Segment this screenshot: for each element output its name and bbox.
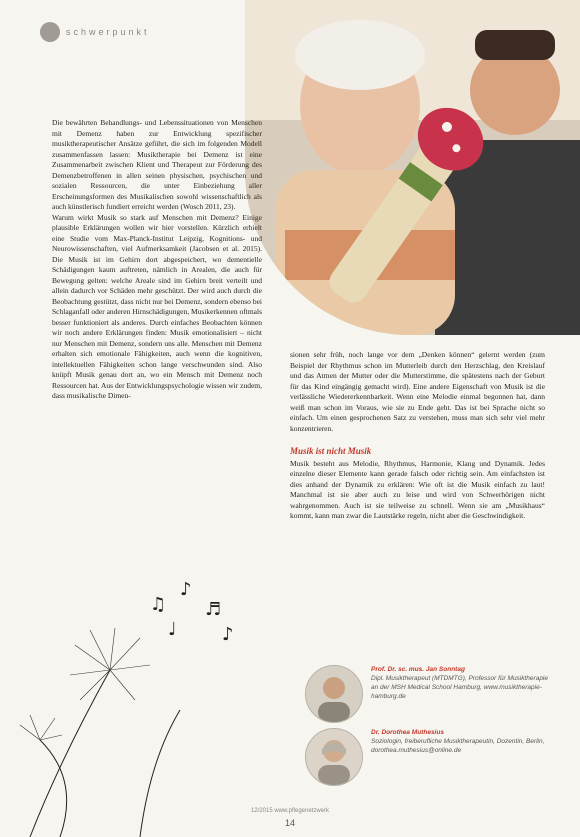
avatar — [305, 665, 363, 723]
svg-text:♪: ♪ — [180, 579, 192, 600]
author-card — [305, 665, 555, 723]
author-info — [371, 665, 555, 701]
author-name: Prof. Dr. sc. mus. Jan Sonntag — [371, 666, 465, 673]
page-number: 14 — [284, 818, 295, 828]
author-name: Dr. Dorothea Muthesius — [371, 729, 444, 736]
svg-text:♩: ♩ — [168, 619, 177, 640]
text-column-right — [290, 350, 545, 522]
subheading: Musik ist nicht Musik — [290, 446, 372, 456]
svg-text:♬: ♬ — [205, 599, 222, 620]
footer-url: 12/2015 www.pflegenetzwerk — [250, 808, 330, 814]
photo-elderly-woman-with-musician — [245, 0, 580, 335]
photo-illustration — [245, 0, 580, 335]
paragraph-why-music: Warum wirkt Musik so stark auf Menschen mit Demenz? Einige plausible Erklärungen wollen wir hier vorstellen. Kürzlich erhielt eine Studie vom Max-Planck-Institut Leipzig, Kognitions- und Neurowissenschaften, viel Aufmerksamkeit (Jacobsen et al. 2015). Die Musik ist im Gehirn dort abgespeichert, wo dementielle Schädigungen kaum auftreten, nämlich in Arealen, die auch für Bewegung gelten: welche Areale sind im Gehirn breit verteilt und allein dadurch vor Schäden mehr geschützt. Der wird auch durch die Beobachtung gestützt, dass nicht nur bei Demenz, sondern ebenso bei Schlaganfall oder anderen Hirnschädigungen, Musikerkennen oftmals besser funktioniert als anderes. Durch einfaches Beobachten können wir noch andere Erklärungen finden: Musik emotionalisiert – nicht nur Menschen mit Demenz, sondern uns alle. Menschen mit Demenz erhalten sich emotionale Fähigkeiten, auch wenn die kognitiven, intellektuellen Fähigkeiten schon lange verschwunden sind. Also knüpft Musik genau dort an, wo ein Mensch mit Demenz noch Ressourcen hat. Aus der Entwicklungspsychologie wissen wir zudem, dass musikalische Dimen- — [52, 212, 262, 400]
paragraph-intro: Die bewährten Behandlungs- und Lebenssituationen von Menschen mit Demenz haben zur Entwicklung spezifischer musiktherapeutischer Ansätze geführt, die sich im folgenden Modell zusammenfassen lassen: Musiktherapie bei Demenz ist eine Zusammenarbeit zwischen Klient und Therapeut zur Förderung des Demenzbetroffenen in allen seinen physischen, psychischen und sozialen Ressourcen, die unter Einbeziehung aller Erscheinungsformen des Musikalischen sowohl wissenschaftlich als auch künstlerisch fundiert erreicht werden (Wosch 2011, 23). — [52, 118, 262, 211]
text-column-left — [52, 118, 262, 402]
section-label: schwerpunkt — [66, 27, 150, 37]
svg-text:♪: ♪ — [222, 624, 234, 645]
section-icon — [40, 22, 60, 42]
section-header — [40, 20, 150, 44]
paragraph-continued: sionen sehr früh, noch lange vor dem „Denken können“ gelernt werden (zum Beispiel der Rhythmus schon im Mutterleib durch den Herzschlag, den Kreislauf und das Atmen der Mutter oder die Mutterstimme, die spätestens nach der Geburt für das Kind eingängig gemacht wird). Eine andere Eigenschaft von Musik ist die verlässliche Wiedererkennbarkeit. Wenn eine Melodie einmal begonnen hat, dann weiß man schon im Voraus, wie sie zu Ende geht. Das ist bei Sprache nicht so einfach. Um einen gesprochenen Satz zu verstehen, muss man sich sehr viel mehr konzentrieren. — [290, 350, 545, 433]
svg-text:♫: ♫ — [150, 594, 167, 615]
paragraph-music-elements: Musik besteht aus Melodie, Rhythmus, Harmonie, Klang und Dynamik. Jedes einzelne dieser Elemente kann gerade falsch oder richtig sein. Am einfachsten ist dies anhand der Dynamik zu erklären: Wie oft ist die Musik einfach zu laut! Manchmal ist sie aber auch zu leise und wird von Schwerhörigen nicht wahrgenommen. Auch ist sie teilweise zu schnell. Wenn sie am „Musikhaus“ kommt, kann man zwar die Lautstärke regeln, nicht aber die Geschwindigkeit. — [290, 458, 545, 520]
author-description: Soziologin, freiberufliche Musiktherapeutin, Dozentin, Berlin, dorothea.muthesius@online.de — [371, 738, 545, 754]
author-info — [371, 728, 555, 755]
author-card — [305, 728, 555, 786]
dandelion-music-notes-illustration — [0, 560, 300, 837]
author-description: Dipl. Musiktherapeut (MTDMTG), Professor für Musiktherapie an der MSH Medical School Hamburg, www.musiktherapie-hamburg.de — [371, 675, 548, 700]
avatar — [305, 728, 363, 786]
